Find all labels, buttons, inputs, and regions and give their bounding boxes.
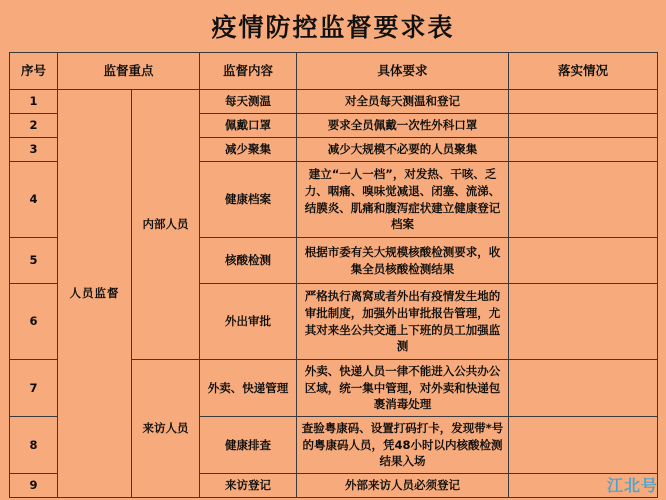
column-header-content: 监督内容	[200, 53, 297, 90]
row-index: 2	[10, 114, 58, 138]
row-status[interactable]	[509, 238, 658, 284]
row-detail: 外卖、快递人员一律不能进入公共办公区域，统一集中管理，对外卖和快递包裹消毒处理	[297, 360, 509, 417]
supervision-table	[9, 52, 658, 498]
row-status[interactable]	[509, 284, 658, 360]
table-row	[10, 90, 658, 114]
row-status[interactable]	[509, 90, 658, 114]
row-item: 核酸检测	[200, 238, 297, 284]
row-status[interactable]	[509, 162, 658, 238]
title-band	[0, 0, 666, 52]
subgroup-label-visitor: 来访人员	[132, 360, 200, 498]
column-header-focus: 监督重点	[58, 53, 200, 90]
row-index: 5	[10, 238, 58, 284]
row-detail: 对全员每天测温和登记	[297, 90, 509, 114]
row-index: 1	[10, 90, 58, 114]
column-header-requirement: 具体要求	[297, 53, 509, 90]
row-detail: 要求全员佩戴一次性外科口罩	[297, 114, 509, 138]
row-index: 6	[10, 284, 58, 360]
row-item: 健康档案	[200, 162, 297, 238]
row-status[interactable]	[509, 138, 658, 162]
row-detail: 查验粤康码、设置打码打卡，发现带*号的粤康码人员，凭48小时以内核酸检测结果入场	[297, 417, 509, 474]
row-item: 每天测温	[200, 90, 297, 114]
group-label-personnel: 人员监督	[58, 90, 132, 498]
row-detail: 建立“一人一档”，对发热、干咳、乏力、咽痛、嗅味觉减退、闭塞、流涕、结膜炎、肌痛和腹泻症状建立健康登记档案	[297, 162, 509, 238]
row-index: 4	[10, 162, 58, 238]
row-item: 佩戴口罩	[200, 114, 297, 138]
row-item: 减少聚集	[200, 138, 297, 162]
row-detail: 减少大规模不必要的人员聚集	[297, 138, 509, 162]
row-index: 8	[10, 417, 58, 474]
table-header-row	[10, 53, 658, 90]
column-header-index: 序号	[10, 53, 58, 90]
row-item: 外卖、快递管理	[200, 360, 297, 417]
watermark: 江北号	[606, 476, 658, 495]
row-index: 3	[10, 138, 58, 162]
row-status[interactable]	[509, 360, 658, 417]
row-detail: 外部来访人员必须登记	[297, 474, 509, 498]
row-item: 健康排查	[200, 417, 297, 474]
row-index: 9	[10, 474, 58, 498]
subgroup-label-internal: 内部人员	[132, 90, 200, 360]
page-title: 疫情防控监督要求表	[211, 13, 455, 42]
row-status[interactable]	[509, 114, 658, 138]
row-item: 外出审批	[200, 284, 297, 360]
row-item: 来访登记	[200, 474, 297, 498]
column-header-status: 落实情况	[509, 53, 658, 90]
row-index: 7	[10, 360, 58, 417]
row-detail: 根据市委有关大规模核酸检测要求，收集全员核酸检测结果	[297, 238, 509, 284]
row-status[interactable]	[509, 417, 658, 474]
row-detail: 严格执行离窝或者外出有疫情发生地的审批制度，加强外出审批报告管理，尤其对来坐公共交通上下班的员工加强监测	[297, 284, 509, 360]
